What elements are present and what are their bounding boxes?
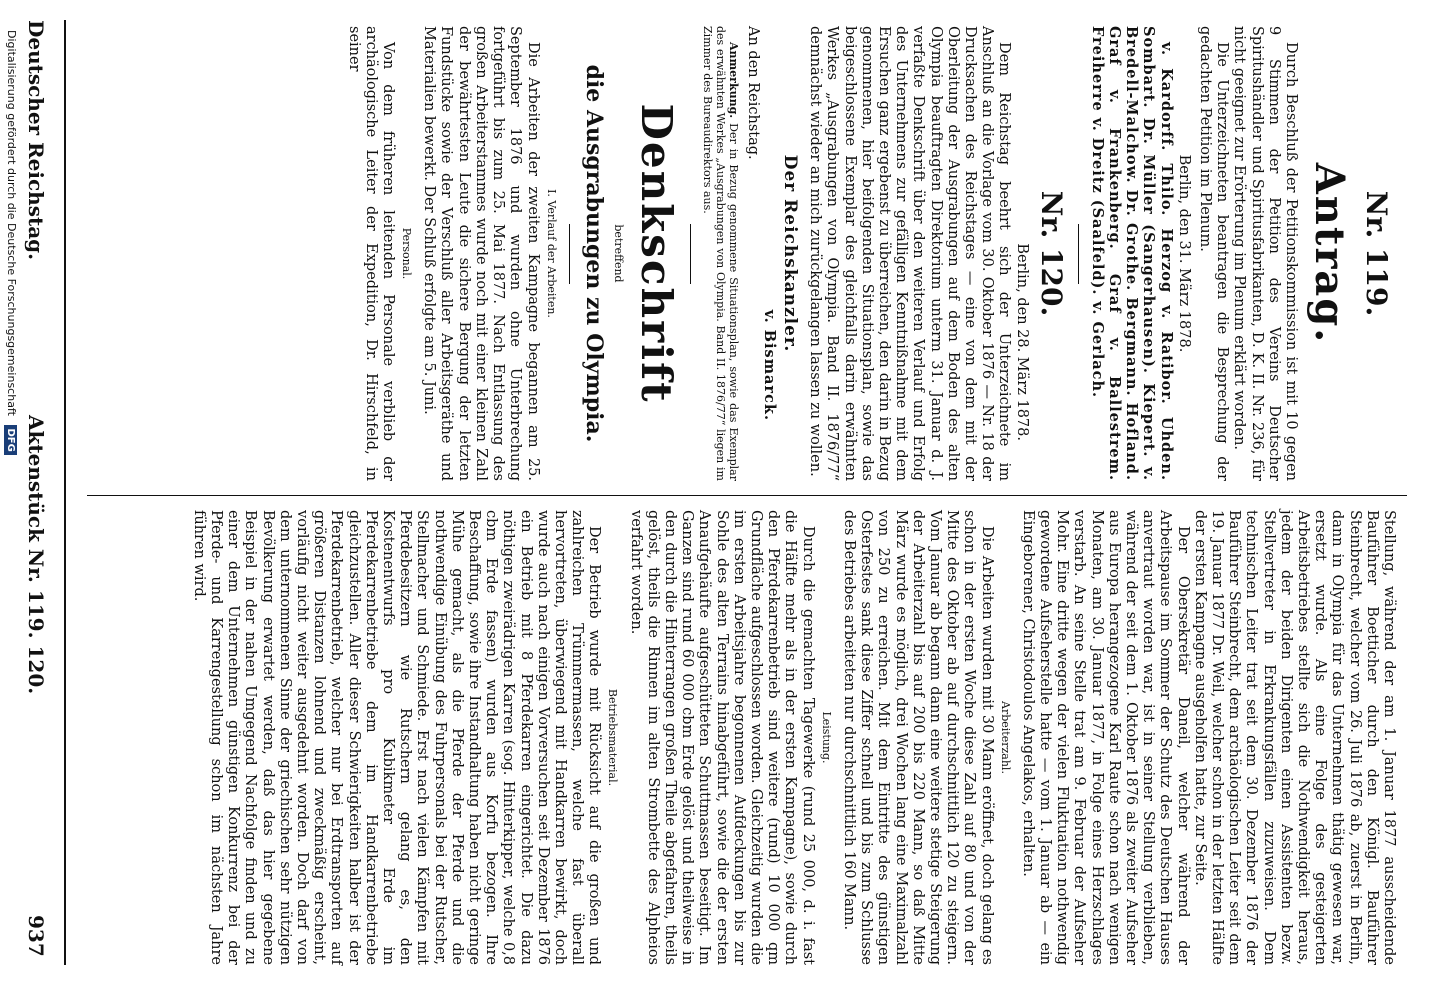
subsection-heading: Leistung.	[819, 711, 833, 764]
subsection-heading: Betriebsmaterial.	[606, 688, 620, 787]
paragraph: Die Unterzeichneten beantragen die Besprechung der gedachten Petition im Plenum.	[1196, 26, 1231, 481]
header-center: Aktenstück Nr. 119. 120.	[24, 415, 48, 695]
subsection-heading: Personal.	[400, 227, 414, 280]
paragraph: Die Arbeiten der zweiten Kampagne begannen am 25. September 1876 und wurden ohne Unterbrechung fortgeführt bis zum 25. Mai 1877. Nach Entlassung des großen Arbeiterstammes wurde noch mit einer kleinen Zahl der bewährtesten Leute die sichere Bergung der letzten Fundstücke sowie der Verschluß aller Arbeitsgeräthe und Materialien bewerkt. Der Schluß erfolgte am 5. Juni.	[421, 26, 541, 481]
betreffend-label: betreffend	[611, 224, 625, 283]
note-text: Der in Bezug genommene Situationsplan, sowie das Exemplar des erwähnten Werkes „Ausgrabungen von Olympia. Band II. 1876/77“ liegen im Zimmer des Bureaudirektors aus.	[700, 26, 740, 481]
nr-120-heading: Nr. 120.	[1034, 190, 1068, 317]
page-number: 937	[24, 915, 48, 957]
paragraph: Durch Beschluß der Petitionskommission ist mit 10 gegen 9 Stimmen der Petition des Vereins Deutscher Spiritushändler und Spiritusfabrikanten, D. K. II. Nr. 236, für nicht geeignet zur Erörterung im Plenum erklärt worden.	[1231, 26, 1299, 481]
denkschrift-title: Denkschrift	[631, 103, 681, 404]
paragraph: Durch die gemachten Tagewerke (rund 25 000, d. i. fast die Hälfte mehr als in der ersten Kampagne), sowie durch den Pferdekarrenbetrieb sind weitere (rund) 10 000 qm Grundfläche aufgeschlossen worden. Gleichzeitig wurden die im ersten Arbeitsjahre begonnenen Aufdeckungen bis zur Sohle des alten Terrains hinabgeführt, sowie die der ersten Anaufgehäufte aufgeschütteten Schuttmassen beseitigt. Im Ganzen sind rund 60 000 cbm Erde gelöst und theilweise in den durch die Hinterrangen großen Theile abgefahren, theils gelöst, theils die Rinnen im alten Strombette des Alpheios verfahrt worden.	[627, 510, 816, 965]
paragraph: Dem Reichstag beehrt sich der Unterzeichnete im Anschluß an die Vorlage vom 30. Oktober 1876 — Nr. 18 der Drucksachen des Reichstages — eine von dem mit der Oberleitung der Ausgrabungen auf dem Boden des alten Olympia beauftragten Direktorium unterm 31. Januar d. J. verfaßte Denkschrift über den weiteren Verlauf und Erfolg des Unternehmens zur gefälligen Kenntnißnahme mit dem Ersuchen ganz ergebenst zu überreichen, den darin in Bezug genommenen, hier beifolgenden Situationsplan, sowie das beigeschlossene Exemplar des gleichfalls darin erwähnten Werkes „Ausgrabungen von Olympia. Band II. 1876/77“ demnächst wieder an mich zurückgelangen lassen zu wollen.	[807, 26, 1013, 481]
paragraph: Die Arbeiten wurden mit 30 Mann eröffnet, doch gelang es schon in der ersten Woche diese Zahl auf 80 und von der Mitte des Oktober ab auf durchschnittlich 120 zu steigern. Vom Januar ab begann dann eine weitere stetige Steigerung der Arbeiterzahl bis auf 200 bis 220 Mann, so daß Mitte März wurde es möglich, drei Wochen lang eine Maximalzahl von 250 zu erreichen. Mit dem Eintritte des günstigen Osterfestes sank diese Ziffer schnell und bis zum Schlusse des Betriebes arbeiteten nur durchschnittlich 160 Mann.	[840, 510, 995, 965]
column-divider	[87, 495, 1407, 496]
date-119: Berlin, den 31. März 1878.	[1175, 154, 1192, 353]
signatories: v. Kardorff. Thilo. Herzog v. Ratibor. Uhden. Sombart. Dr. Müller (Sangerhausen). Kiepert. v. Bredell-Malchow. Dr. Grothe. Bergmann. Hofland. Graf v. Frankenberg. Graf v. Ballestrem. Freiherre v. Dreitz (Saalfeld). v. Gerlach.	[1088, 26, 1175, 481]
header-rule	[64, 20, 66, 965]
denkschrift-subject: die Ausgrabungen zu Olympia.	[580, 64, 607, 443]
note-label: Anmerkung.	[726, 42, 740, 119]
office-title: Der Reichskanzler.	[779, 154, 800, 353]
paragraph: Der Obersekretär Daneil, welcher während der Arbeitspause im Sommer der Schutz des Deutschen Hauses anvertraut worden war, ist in seiner Stellung verblieben, während der seit dem 1. Oktober 1876 als zweiter Aufseher aus Europa herangezogene Karl Raute schon nach wenigen Monaten, am 30. Januar 1877, in Folge eines Herzschlages verstarb. An seine Stelle trat am 9. Februar der Aufseher Mohr. Eine dritte wegen der vielen Fluktuation nothwendig gewordene Aufseherstelle hatte — vom 1. Januar ab — ein Eingeborener, Christodoulos Angelakos, erhalten.	[1019, 510, 1191, 965]
section-heading: I. Verlauf der Arbeiten.	[544, 189, 558, 318]
date-120: Berlin, den 28. März 1878.	[1013, 243, 1030, 441]
addressee: An den Reichstag.	[744, 26, 761, 160]
header-left: Deutscher Reichstag.	[24, 20, 48, 261]
digitization-credit	[4, 30, 18, 455]
separator	[569, 224, 570, 284]
nr-119-heading: Nr. 119.	[1360, 190, 1393, 317]
left-column	[77, 26, 1397, 481]
paragraph: Der Betrieb wurde mit Rücksicht auf die großen und zahlreichen Trümmermassen, welche fast überall hervortreten, überwiegend mit Handkarren bewirkt, doch wurde auch nach einigen Vorversuchen seit Dezember 1876 ein Betrieb mit 8 Pferdekarren eingerichtet. Die dazu nöthigen zweirädrigen Karren (sog. Hinterkipper, welche 0,8 cbm Erde fassen) wurden aus Korfu bezogen. Ihre Beschaffung, sowie ihre Instandhaltung haben nicht geringe Mühe gemacht, als die Pferde der Pferde und die nothwendige Einübung des Fuhrpersonals bei der Rutscher, Stellmacher und Schmiede. Erst nach vielen Kämpfen mit Pferdebesitzern wie Rutschern gelang es, den Kostenentwurfs pro Kubikmeter Erde im Pferdekarrenbetriebe dem im Handkarrenbetriebe gleichzustellen. Aller dieser Schwierigkeiten halber ist der Pferdekarrenbetrieb, welcher nur bei Erdtransporten auf größeren Distanzen lohnend und zweckmäßig erscheint, vorläufig nicht weiter ausgedehnt worden. Doch darf von dem unternommenen Sinne der griechischen sehr nützigen Bevölkerung erwartet werden, daß das hier gegebene Beispiel in der nahen Umgegend Nachfolge finden und zu einer dem Unternehmen günstigen Konkurrenz bei der Pferde- und Karrengestellung schon im nächsten Jahre führen wird.	[190, 510, 603, 965]
separator	[690, 224, 691, 284]
subsection-heading: Arbeiterzahl.	[998, 701, 1012, 774]
antrag-title: Antrag.	[1306, 162, 1353, 345]
signer: v. Bismarck.	[760, 309, 778, 421]
dfg-logo-icon: DFG	[4, 425, 17, 454]
separator	[1078, 224, 1079, 284]
paragraph: Von dem früheren leitenden Personale verblieb der archäologische Leiter der Expedition, Dr. Hirschfeld, in seiner	[345, 26, 397, 481]
digitization-credit-text: Digitalisierung gefördert durch die Deutsche Forschungsgemeinschaft	[5, 30, 18, 416]
paragraph: Stellung, während der am 1. Januar 1877 ausscheidende Bauführer Boetticher durch den Königl. Bauführer Steinbrecht, welcher vom 26. Juli 1876 ab, zuerst in Berlin, dann in Olympia für das Unternehmen thätig gewesen war, ersetzt wurde. Als eine Folge des gesteigerten Arbeitsbetriebes stellte sich die Nothwendigkeit heraus, jedem der beiden Dirigenten einen Assistenten bezw. Stellvertreter in Erkrankungsfällen zuzuweisen. Dem technischen Leiter trat seit dem 30. Dezember 1876 der Bauführer Steinbrecht, dem archäologischen Leiter seit dem 19. Januar 1877 Dr. Weil, welcher schon in der letzten Hälfte der ersten Kampagne ausgeholfen hatte, zur Seite.	[1191, 510, 1397, 965]
right-column	[77, 510, 1397, 965]
